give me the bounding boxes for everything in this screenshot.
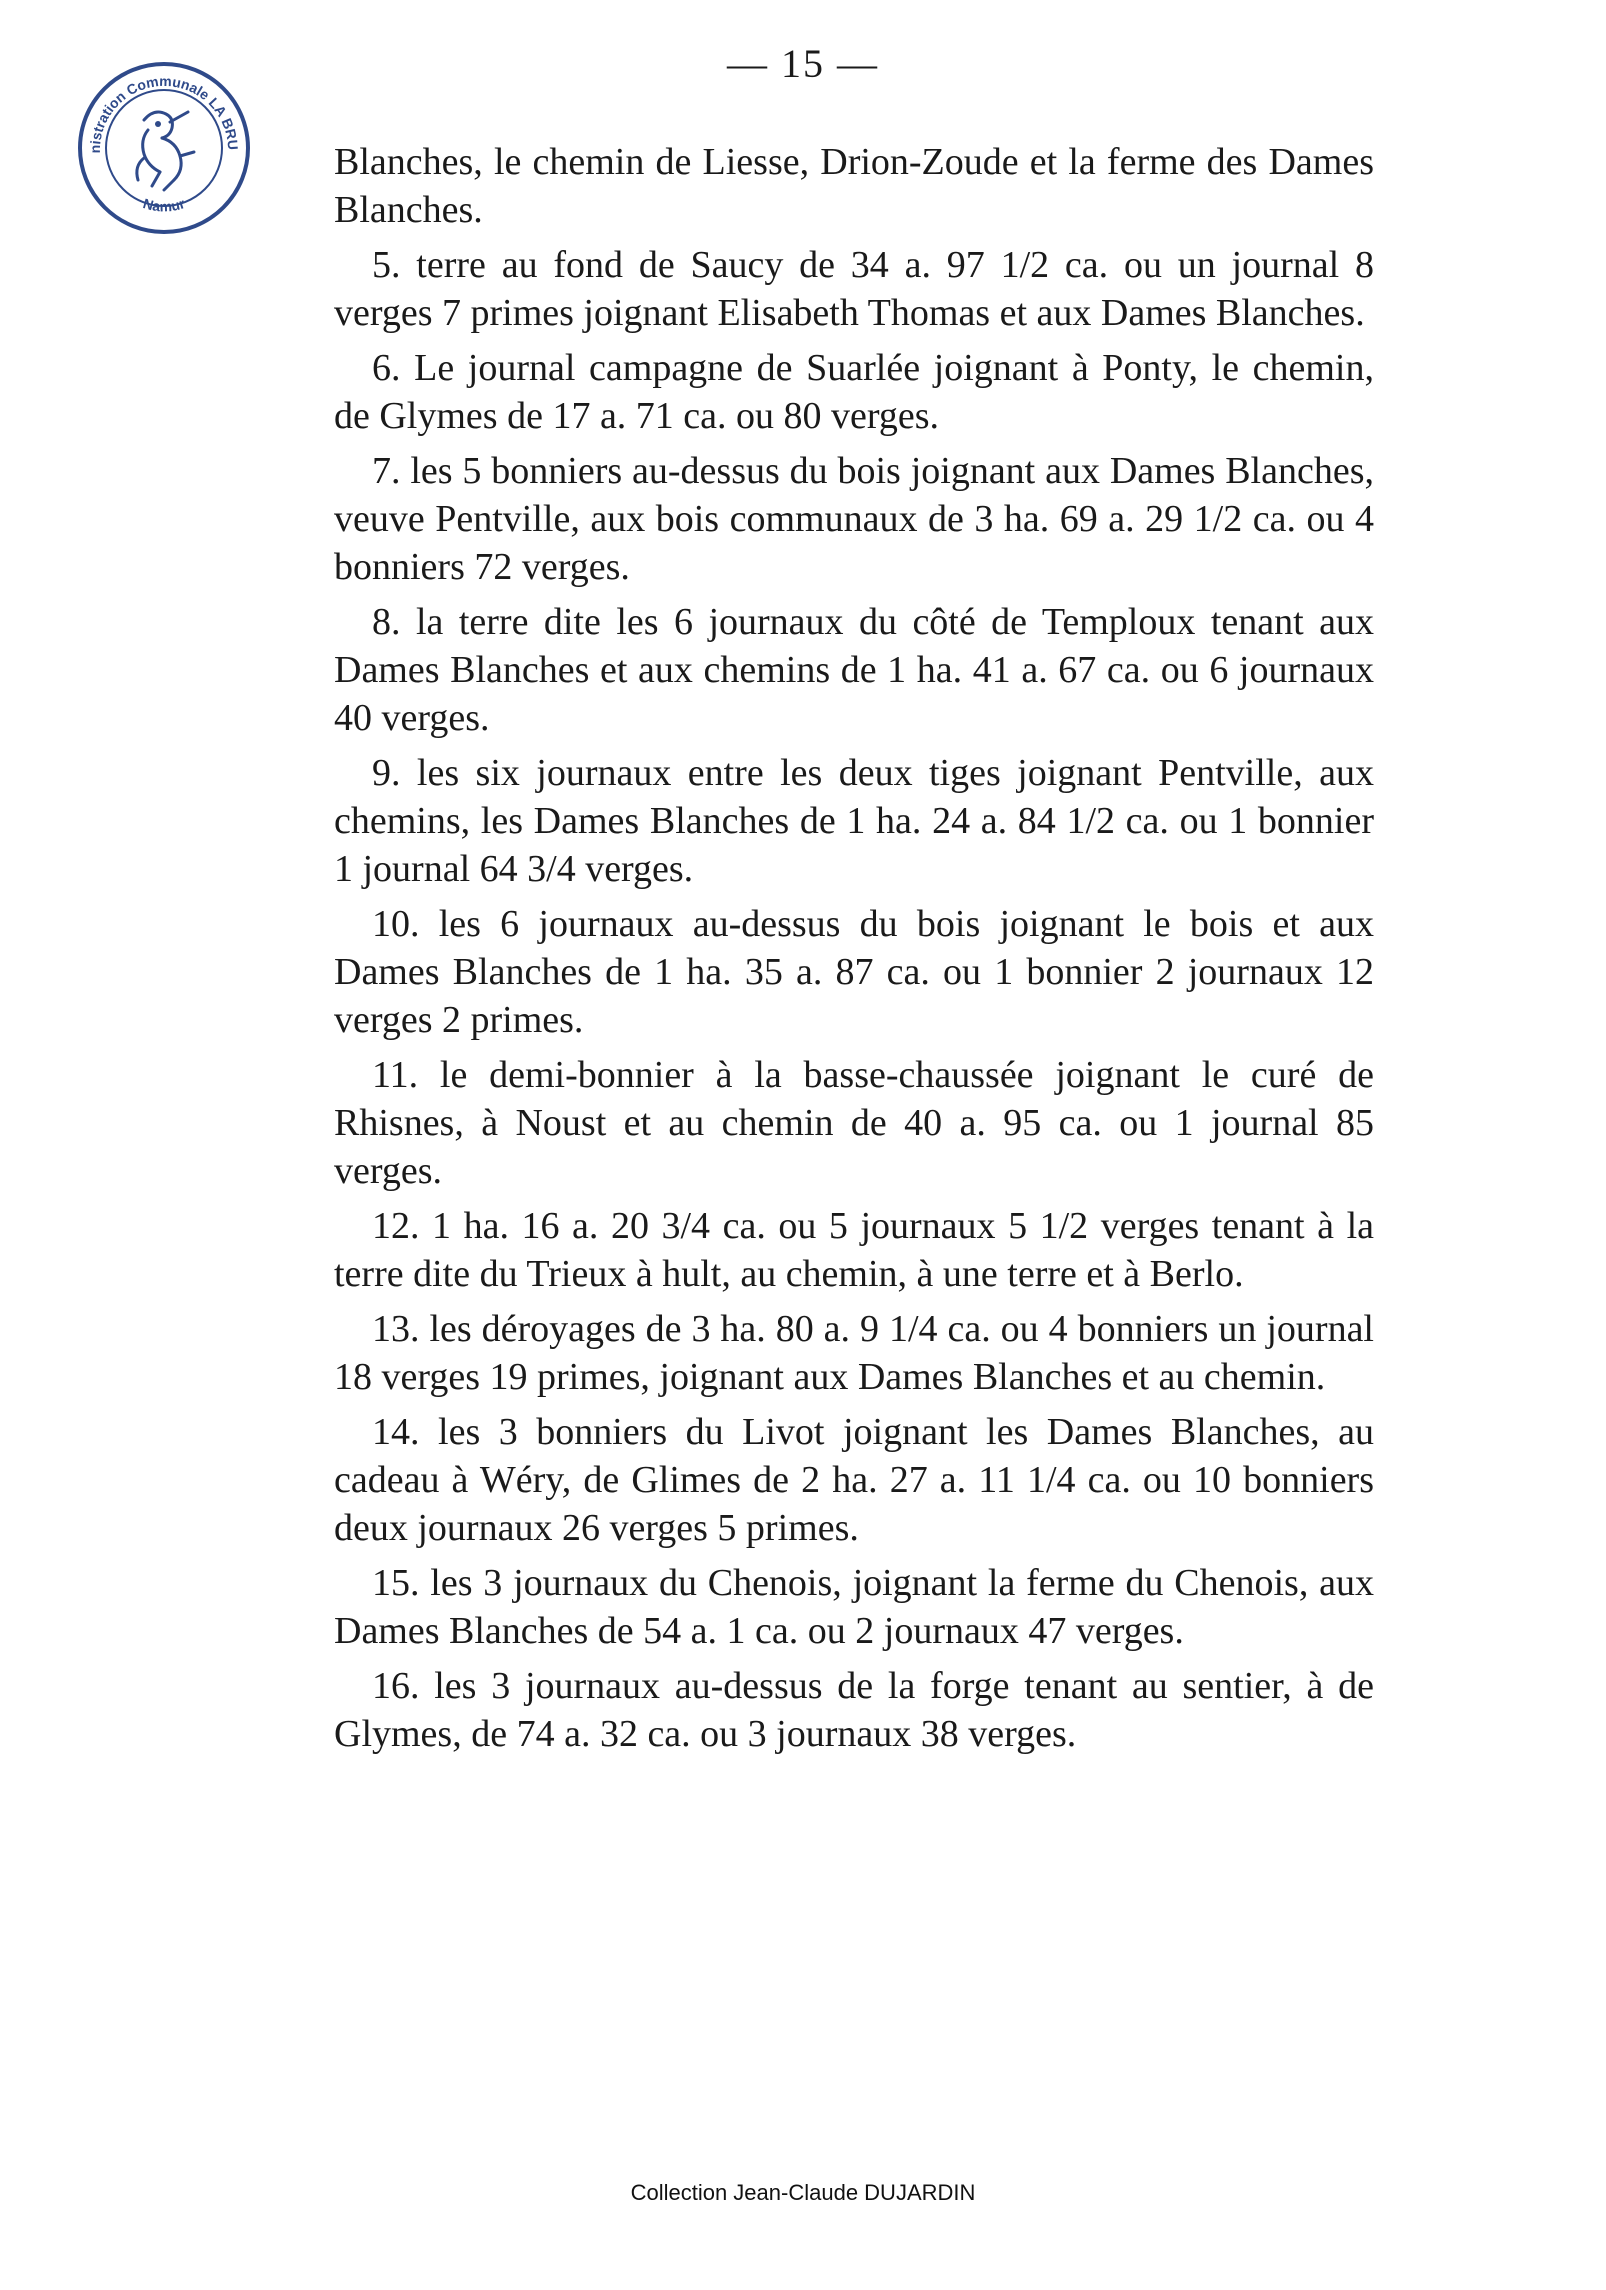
- list-item-6: 6. Le journal campagne de Suarlée joignant à Ponty, le chemin, de Glymes de 17 a. 71 ca. ou 80 verges.: [334, 347, 1374, 437]
- commune-seal-stamp: [74, 58, 254, 238]
- lion-seal-icon: [74, 58, 254, 238]
- list-item-10: 10. les 6 journaux au-dessus du bois joignant le bois et aux Dames Blanches de 1 ha. 35 a. 87 ca. ou 1 bonnier 2 journaux 12 verges 2 primes.: [334, 903, 1374, 1041]
- collection-credit: Collection Jean-Claude DUJARDIN: [630, 2180, 976, 2205]
- list-item-11: 11. le demi-bonnier à la basse-chaussée joignant le curé de Rhisnes, à Noust et au chemin de 40 a. 95 ca. ou 1 journal 85 verges.: [334, 1054, 1374, 1192]
- list-item-15: 15. les 3 journaux du Chenois, joignant la ferme du Chenois, aux Dames Blanches de 54 a. 1 ca. ou 2 journaux 47 verges.: [334, 1562, 1374, 1652]
- svg-text:Namur: Namur: [141, 195, 187, 215]
- list-item-5: 5. terre au fond de Saucy de 34 a. 97 1/2 ca. ou un journal 8 verges 7 primes joignant Elisabeth Thomas et aux Dames Blanches.: [334, 244, 1374, 334]
- list-item-13: 13. les déroyages de 3 ha. 80 a. 9 1/4 ca. ou 4 bonniers un journal 18 verges 19 primes, joignant aux Dames Blanches et au chemin.: [334, 1308, 1374, 1398]
- list-item-16: 16. les 3 journaux au-dessus de la forge tenant au sentier, à de Glymes, de 74 a. 32 ca. ou 3 journaux 38 verges.: [334, 1665, 1374, 1755]
- svg-text:Administration Communale LA BR: nistration Communale LA BRU: [86, 72, 242, 154]
- document-body: [334, 138, 1374, 1765]
- page-number: — 15 —: [727, 41, 879, 86]
- list-item-8: 8. la terre dite les 6 journaux du côté de Temploux tenant aux Dames Blanches et aux chemins de 1 ha. 41 a. 67 ca. ou 6 journaux 40 verges.: [334, 601, 1374, 739]
- list-item-7: 7. les 5 bonniers au-dessus du bois joignant aux Dames Blanches, veuve Pentville, aux bois communaux de 3 ha. 69 a. 29 1/2 ca. ou 4 bonniers 72 verges.: [334, 450, 1374, 588]
- list-item-14: 14. les 3 bonniers du Livot joignant les Dames Blanches, au cadeau à Wéry, de Glimes de 2 ha. 27 a. 11 1/4 ca. ou 10 bonniers deux journaux 26 verges 5 primes.: [334, 1411, 1374, 1549]
- list-item-12: 12. 1 ha. 16 a. 20 3/4 ca. ou 5 journaux 5 1/2 verges tenant à la terre dite du Trieux à hult, au chemin, à une terre et à Berlo.: [334, 1205, 1374, 1295]
- list-item-9: 9. les six journaux entre les deux tiges joignant Pentville, aux chemins, les Dames Blanches de 1 ha. 24 a. 84 1/2 ca. ou 1 bonnier 1 journal 64 3/4 verges.: [334, 752, 1374, 890]
- paragraph-continuation: Blanches, le chemin de Liesse, Drion-Zoude et la ferme des Dames Blanches.: [334, 141, 1374, 231]
